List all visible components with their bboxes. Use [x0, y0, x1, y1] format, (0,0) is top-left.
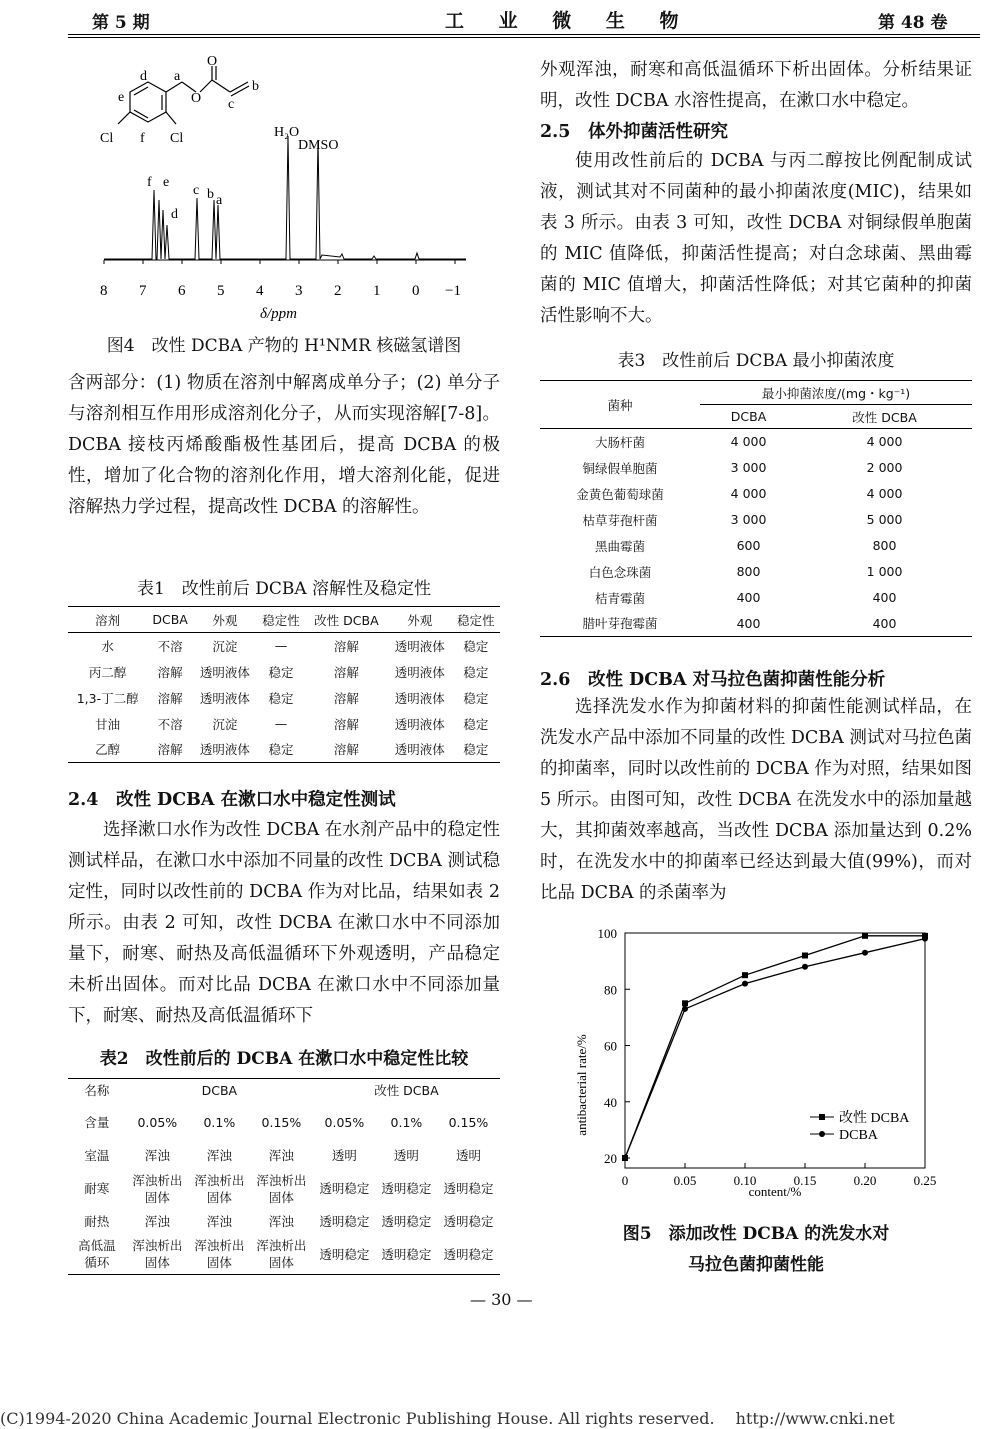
table-2: [68, 1078, 500, 1275]
journal-title: 工 业 微 生 物: [445, 10, 693, 32]
legend-marker-square: [819, 1114, 825, 1120]
nmr-figure: [90, 50, 490, 330]
table-cell: 溶解: [333, 742, 359, 758]
table-cell: 金黄色葡萄球菌: [576, 486, 664, 502]
table-cell: 透明: [331, 1148, 357, 1163]
table-cell: 浑浊析出固体: [256, 1172, 307, 1205]
legend-label-modified: 改性 DCBA: [839, 1111, 910, 1126]
table3-caption: 表3 改性前后 DCBA 最小抑菌浓度: [617, 351, 895, 371]
table-row: [68, 1143, 500, 1169]
table-cell: 耐热: [84, 1214, 110, 1229]
nmr-tick-8: 8: [100, 283, 108, 299]
table-cell: 稳定: [268, 742, 294, 758]
fig5-caption-line1: 图5 添加改性 DCBA 的洗发水对: [622, 1224, 890, 1244]
chart-xlabel: content/%: [748, 1184, 802, 1199]
table-cell: 黑曲霉菌: [594, 538, 645, 554]
table-cell: 不溶: [157, 716, 183, 732]
struct-label-e: e: [118, 90, 125, 105]
table-cell: 透明: [455, 1148, 481, 1163]
col-header-name: 名称: [84, 1083, 110, 1099]
table-cell: 透明稳定: [443, 1181, 494, 1196]
table-cell: 浑浊析出固体: [194, 1238, 245, 1271]
table-1: [68, 606, 500, 763]
fig5-line-chart: [560, 915, 960, 1205]
table-cell: 3 000: [730, 460, 767, 475]
table-cell: 透明液体: [394, 742, 445, 758]
table-cell: 溶解: [333, 690, 359, 706]
x-tick-label: 0.05: [673, 1173, 697, 1188]
nmr-xlabel: δ/ppm: [260, 306, 297, 322]
peak-label-f: f: [147, 175, 152, 190]
table-row: [68, 711, 500, 737]
table-cell: 透明液体: [199, 664, 250, 680]
table-cell: 铜绿假单胞菌: [582, 460, 658, 476]
chart-frame: [625, 933, 925, 1168]
table-cell: 透明稳定: [443, 1214, 494, 1229]
y-tick-label: 20: [604, 1151, 617, 1166]
nmr-tick-7: 7: [139, 283, 147, 299]
table-cell: 溶解: [333, 716, 359, 732]
table-row: [68, 1235, 500, 1275]
table-cell: 透明液体: [394, 716, 445, 732]
table-cell: 透明: [393, 1148, 419, 1163]
table-cell: 透明稳定: [381, 1181, 432, 1196]
table-cell: 透明稳定: [443, 1246, 494, 1262]
header-rule-2: [68, 37, 980, 38]
table-cell: 枯草芽孢杆菌: [582, 512, 658, 528]
nmr-tick-4: 4: [256, 283, 264, 299]
table-cell: 4 000: [730, 434, 767, 450]
table-row: [68, 1103, 500, 1143]
fig4-caption: 图4 改性 DCBA 产物的 H¹NMR 核磁氢谱图: [106, 336, 462, 356]
y-tick-label: 40: [604, 1094, 617, 1110]
table-cell: 稳定: [463, 742, 489, 758]
table-cell: 800: [872, 538, 897, 553]
peak-label-c: c: [193, 183, 200, 198]
table-cell: 1,3-丁二醇: [76, 690, 139, 706]
table-cell: 稳定: [463, 664, 489, 680]
header-rule: [68, 34, 980, 35]
table-cell: 透明稳定: [319, 1181, 370, 1196]
nmr-tick-0: 0: [412, 283, 420, 299]
col-header: DCBA: [147, 607, 193, 633]
page-number: — 30 —: [470, 1290, 533, 1309]
y-tick-label: 100: [597, 926, 617, 941]
struct-label-f: f: [140, 131, 145, 146]
table-cell: 丙二醇: [88, 664, 127, 680]
table-cell: 0.1%: [390, 1115, 423, 1130]
col-header-species: 菌种: [540, 381, 700, 429]
table-cell: 浑浊: [268, 1214, 294, 1229]
table-cell: 浑浊: [268, 1148, 294, 1163]
y-tick-label: 60: [604, 1038, 617, 1054]
table-row: [68, 685, 500, 711]
data-point-square: [862, 933, 868, 939]
right-paragraph-2: 使用改性前后的 DCBA 与丙二醇按比例配制成试液，测试其对不同菌种的最小抑菌浓度(MIC)，结果如表 3 所示。由表 3 可知，改性 DCBA 对铜绿假单胞菌的 MIC 值降低，抑菌活性提高；对白念球菌、黑曲霉菌的 MIC 值增大，抑菌活性降低；对其它菌种的抑菌活性影响不大。: [540, 151, 972, 326]
peak-label-d: d: [171, 207, 178, 222]
table-cell: 稳定: [463, 690, 489, 706]
table-cell: 浑浊: [206, 1148, 232, 1163]
struct-label-o2: O: [191, 91, 202, 106]
table-cell: 乙醇: [95, 742, 121, 758]
table-header-row: [68, 607, 500, 633]
table-cell: 耐寒: [84, 1181, 110, 1196]
peak-label-h2o: H₂O: [274, 125, 300, 140]
x-tick-label: 0: [621, 1173, 629, 1188]
nmr-tick-neg1: −1: [445, 283, 461, 299]
table-cell: 稳定: [268, 690, 294, 706]
table-row: [540, 507, 972, 533]
chart-legend: [810, 1109, 910, 1143]
issue-label: 第 5 期: [92, 13, 150, 33]
table-cell: 大肠杆菌: [594, 434, 645, 450]
volume-label: 第 48 卷: [878, 13, 948, 33]
col-header-dcba: DCBA: [700, 405, 797, 429]
data-point-square: [802, 953, 808, 959]
table-cell: 白色念珠菌: [588, 564, 652, 580]
table-cell: 0.05%: [137, 1115, 178, 1130]
table-row: [68, 633, 500, 659]
col-header-mod-dcba: 改性 DCBA: [374, 1083, 439, 1099]
table-cell: 浑浊析出固体: [132, 1172, 183, 1205]
data-point-circle: [862, 950, 868, 956]
data-point-circle: [802, 964, 808, 970]
struct-label-o1: O: [207, 54, 218, 69]
struct-label-cl1: Cl: [100, 131, 114, 146]
table-row: [68, 1209, 500, 1235]
table-row: [540, 481, 972, 507]
col-header-dcba: DCBA: [201, 1083, 238, 1099]
legend-marker-circle: [819, 1131, 825, 1137]
table-cell: 400: [872, 590, 897, 605]
table-cell: 4 000: [730, 486, 767, 501]
page-header: [0, 0, 1000, 38]
col-header: 稳定性: [257, 607, 305, 633]
table-cell: 透明稳定: [381, 1246, 432, 1262]
table-row: [68, 737, 500, 763]
table-cell: 透明液体: [199, 742, 250, 758]
table-cell: 浑浊析出固体: [256, 1238, 307, 1271]
table-cell: 沉淀: [212, 716, 238, 732]
table-cell: 高低温循环: [78, 1238, 116, 1271]
table-cell: 2 000: [866, 460, 903, 475]
legend-label-dcba: DCBA: [839, 1128, 878, 1143]
left-paragraph-1: 含两部分：(1) 物质在溶剂中解离成单分子；(2) 单分子与溶剂相互作用形成溶剂化分子，从而实现溶解[7-8]。DCBA 接枝丙烯酸酯极性基团后，提高 DCBA 的极性，增加了化合物的溶剂化作用，增大溶剂化能，促进溶解热力学过程，提高改性 DCBA 的溶解性。: [68, 373, 500, 517]
table-cell: 0.05%: [324, 1115, 365, 1130]
right-paragraph-1: 外观浑浊，耐寒和高低温循环下析出固体。分析结果证明，改性 DCBA 水溶性提高，在漱口水中稳定。: [540, 60, 972, 111]
x-tick-label: 0.10: [733, 1173, 757, 1188]
table-cell: 透明液体: [394, 638, 445, 654]
data-point-circle: [922, 936, 928, 942]
table-cell: 透明液体: [394, 690, 445, 706]
table-cell: 溶解: [157, 742, 183, 758]
col-header: 外观: [193, 607, 257, 633]
section-2-4-heading: 2.4 改性 DCBA 在漱口水中稳定性测试: [68, 790, 396, 810]
table-cell: 透明稳定: [319, 1214, 370, 1229]
table-cell: —: [274, 716, 288, 731]
col-header: 外观: [388, 607, 452, 633]
table-cell: 溶解: [157, 664, 183, 680]
table-cell: 溶解: [157, 690, 183, 706]
table-cell: 含量: [84, 1115, 110, 1130]
table-cell: 浑浊: [206, 1214, 232, 1229]
col-header-mic: 最小抑菌浓度/(mg・kg⁻¹): [700, 381, 972, 405]
x-tick-label: 0.15: [793, 1173, 817, 1188]
data-point-square: [742, 972, 748, 978]
table-cell: 透明液体: [199, 690, 250, 706]
x-tick-label: 0.20: [853, 1173, 877, 1188]
table-row: [540, 611, 972, 637]
struct-label-b: b: [252, 79, 259, 94]
nmr-tick-1: 1: [373, 283, 381, 299]
nmr-spectrum: [104, 136, 466, 260]
nmr-tick-2: 2: [334, 283, 342, 299]
table1-caption: 表1 改性前后 DCBA 溶解性及稳定性: [136, 579, 432, 599]
table-cell: 透明稳定: [319, 1246, 370, 1262]
table-cell: 稳定: [463, 638, 489, 654]
table-cell: 800: [736, 564, 761, 579]
left-paragraph-2: 选择漱口水作为改性 DCBA 在水剂产品中的稳定性测试样品，在漱口水中添加不同量的改性 DCBA 测试稳定性，同时以改性前的 DCBA 作为对比品，结果如表 2 所示。由表 2 可知，改性 DCBA 在漱口水中不同添加量下，耐寒、耐热及高低温循环下外观透明，产品稳定未析出固体。而对比品 DCBA 在漱口水中不同添加量下，耐寒、耐热及高低温循环下: [68, 820, 500, 1026]
table-cell: 600: [736, 538, 761, 553]
table-cell: 甘油: [95, 716, 121, 732]
chart-ylabel: antibacterial rate/%: [574, 1034, 589, 1136]
table-cell: 4 000: [866, 434, 903, 450]
table-cell: 浑浊: [144, 1214, 170, 1229]
table-cell: 5 000: [866, 512, 903, 527]
table-cell: 400: [736, 615, 761, 631]
table-cell: 不溶: [157, 638, 183, 654]
nmr-tick-5: 5: [217, 283, 225, 299]
data-point-circle: [622, 1155, 628, 1161]
fig5-caption-line2: 马拉色菌抑菌性能: [688, 1255, 824, 1275]
data-point-circle: [682, 1006, 688, 1012]
table-cell: 400: [736, 590, 761, 605]
struct-label-cl2: Cl: [170, 131, 184, 146]
data-point-square: [682, 1000, 688, 1006]
copyright-notice: (C)1994-2020 China Academic Journal Electronic Publishing House. All rights reserved. http://www.cnki.net: [0, 1409, 895, 1428]
col-header: 溶剂: [68, 607, 147, 633]
peak-label-dmso: DMSO: [298, 138, 339, 153]
table-cell: 浑浊: [144, 1148, 170, 1163]
struct-label-d: d: [140, 69, 147, 84]
table-cell: 桔青霉菌: [594, 590, 645, 606]
x-tick-label: 0.25: [913, 1173, 937, 1188]
table-cell: 溶解: [333, 638, 359, 654]
col-header: 改性 DCBA: [305, 607, 388, 633]
table-cell: 稳定: [268, 664, 294, 680]
table-cell: 400: [872, 615, 897, 631]
table-cell: 4 000: [866, 486, 903, 501]
table-cell: 0.15%: [448, 1115, 489, 1130]
nmr-tick-6: 6: [178, 283, 186, 299]
table-cell: 水: [101, 638, 114, 654]
peak-label-b: b: [207, 187, 214, 202]
peak-label-e: e: [163, 175, 170, 190]
col-header: 稳定性: [452, 607, 500, 633]
table-cell: 0.15%: [261, 1115, 302, 1130]
table-cell: 透明稳定: [381, 1214, 432, 1229]
table-cell: 沉淀: [212, 638, 238, 654]
struct-label-a: a: [174, 69, 181, 84]
table-cell: 腊叶芽孢霉菌: [582, 616, 658, 632]
table-3: [540, 380, 972, 637]
table-row: [540, 533, 972, 559]
nmr-tick-3: 3: [295, 283, 303, 299]
table-cell: 透明液体: [394, 664, 445, 680]
table-cell: 浑浊析出固体: [132, 1238, 183, 1271]
table-row: [68, 659, 500, 685]
table-cell: 稳定: [463, 716, 489, 732]
table-row: [540, 429, 972, 455]
table2-caption: 表2 改性前后的 DCBA 在漱口水中稳定性比较: [99, 1049, 469, 1069]
section-2-6-heading: 2.6 改性 DCBA 对马拉色菌抑菌性能分析: [540, 670, 886, 690]
y-tick-label: 80: [604, 982, 617, 998]
struct-label-c: c: [228, 97, 235, 112]
peak-label-a: a: [216, 193, 223, 208]
molecule-structure: [118, 66, 249, 124]
table-cell: 浑浊析出固体: [194, 1172, 245, 1205]
data-point-circle: [742, 981, 748, 987]
table-row: [540, 455, 972, 481]
table-cell: 0.1%: [203, 1115, 236, 1130]
table-row: [540, 559, 972, 585]
table-row: [68, 1169, 500, 1209]
col-header-mod-dcba: 改性 DCBA: [797, 405, 972, 429]
table-row: [540, 585, 972, 611]
table-cell: —: [274, 638, 288, 654]
table-cell: 3 000: [730, 512, 767, 527]
table-cell: 溶解: [333, 664, 359, 680]
table-cell: 1 000: [866, 564, 903, 579]
right-paragraph-3: 选择洗发水作为抑菌材料的抑菌性能测试样品，在洗发水产品中添加不同量的改性 DCBA 测试对马拉色菌的抑菌率，同时以改性前的 DCBA 作为对照，结果如图 5 所示。由图可知，改性 DCBA 在洗发水中的添加量越大，其抑菌效率越高，当改性 DCBA 添加量达到 0.2% 时，在洗发水中的抑菌率已经达到最大值(99%)，而对比品 DCBA 的杀菌率为: [540, 697, 972, 903]
section-2-5-heading: 2.5 体外抑菌活性研究: [540, 122, 728, 142]
table-cell: 室温: [84, 1148, 110, 1163]
nmr-axis-ticks: [104, 260, 455, 264]
